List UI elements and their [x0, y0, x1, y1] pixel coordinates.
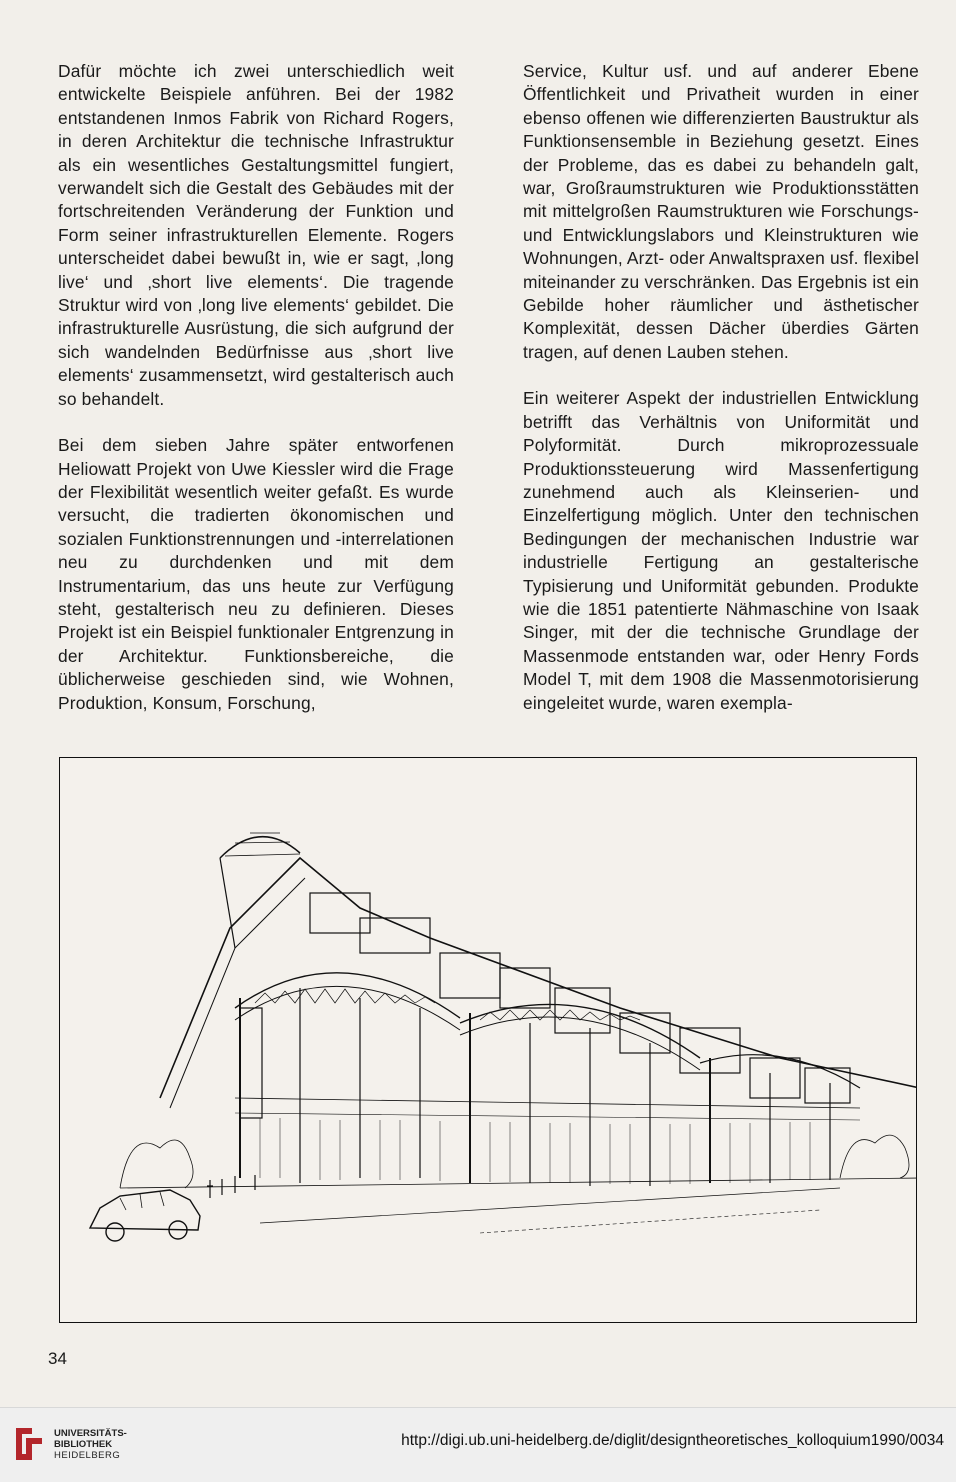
- paragraph: Bei dem sieben Jahre später entworfenen Heliowatt Projekt von Uwe Kiessler wird die Frage der Flexibilität wesentlich weiter gefaßt. Es wurde versucht, die tradierten ökonomischen und sozialen Funktionstrennungen und -interrelationen neu zu durchdenken und mit dem Instrumentarium, das uns heute zur Verfügung steht, gestalterisch neu zu definieren. Dieses Projekt ist ein Beispiel funktionaler Entgrenzung in der Architektur. Funktionsbereiche, die üblicherweise geschieden sind, wie Wohnen, Produktion, Konsum, Forschung,: [58, 435, 454, 713]
- library-logo[interactable]: [10, 1424, 127, 1464]
- page-number: 34: [48, 1349, 67, 1368]
- text-column-right: [523, 60, 919, 738]
- library-logo-icon: [10, 1424, 48, 1464]
- text-column-left: [58, 60, 454, 738]
- heliowatt-perspective-drawing: [60, 758, 917, 1323]
- footer-bar: [0, 1407, 956, 1482]
- architectural-drawing-figure: [59, 757, 917, 1323]
- library-logo-text: UNIVERSITÄTS- BIBLIOTHEK HEIDELBERG: [54, 1427, 127, 1461]
- paragraph: Service, Kultur usf. und auf anderer Ebene Öffentlichkeit und Privatheit wurden in einer ebenso offenen wie differenzierten Baustruktur als Funktionsensemble in Beziehung gesetzt. Eines der Probleme, das es dabei zu behandeln galt, war, Großraumstrukturen wie Produktionsstätten mit mittelgroßen Raumstrukturen wie Forschungs- und Entwicklungslabors und Kleinstrukturen wie Wohnungen, Arzt- oder Anwaltspraxen usf. flexibel miteinander zu verschränken. Das Ergebnis ist ein Gebilde hoher räumlicher und ästhetischer Komplexität, dessen Dächer überdies Gärten tragen, auf denen Lauben stehen.: [523, 61, 919, 362]
- source-url-link[interactable]: http://digi.ub.uni-heidelberg.de/diglit/designtheoretisches_kolloquium1990/0034: [401, 1432, 944, 1449]
- paragraph: Dafür möchte ich zwei unterschiedlich weit entwickelte Beispiele anführen. Bei der 1982 entstandenen Inmos Fabrik von Richard Rogers, in deren Architektur die technische Infrastruktur als ein wesentliches Gestaltungsmittel fungiert, verwandelt sich die Gestalt des Gebäudes mit der fortschreitenden Veränderung der Funktion und Form seiner infrastrukturellen Elemente. Rogers unterscheidet dabei bewußt in, wie er sagt, ‚long live‘ und ‚short live elements‘. Die tragende Struktur wird von ‚long live elements‘ gebildet. Die infrastrukturelle Ausrüstung, die sich aufgrund der sich wandelnden Bedürfnisse aus ‚short live elements‘ zusammensetzt, wird gestalterisch auch so behandelt.: [58, 61, 454, 409]
- paragraph: Ein weiterer Aspekt der industriellen Entwicklung betrifft das Verhältnis von Uniformität und Polyformität. Durch mikroprozessuale Produktionssteuerung wird Massenfertigung zunehmend auch als Kleinserien- und Einzelfertigung möglich. Unter den technischen Bedingungen der mechanischen Industrie war industrielle Fertigung an gestalterische Typisierung und Uniformität gebunden. Produkte wie die 1851 patentierte Nähmaschine von Isaak Singer, mit der die technische Grundlage der Massenmode entstanden war, oder Henry Fords Model T, mit dem 1908 die Massenmotorisierung eingeleitet wurde, waren exempla-: [523, 388, 919, 713]
